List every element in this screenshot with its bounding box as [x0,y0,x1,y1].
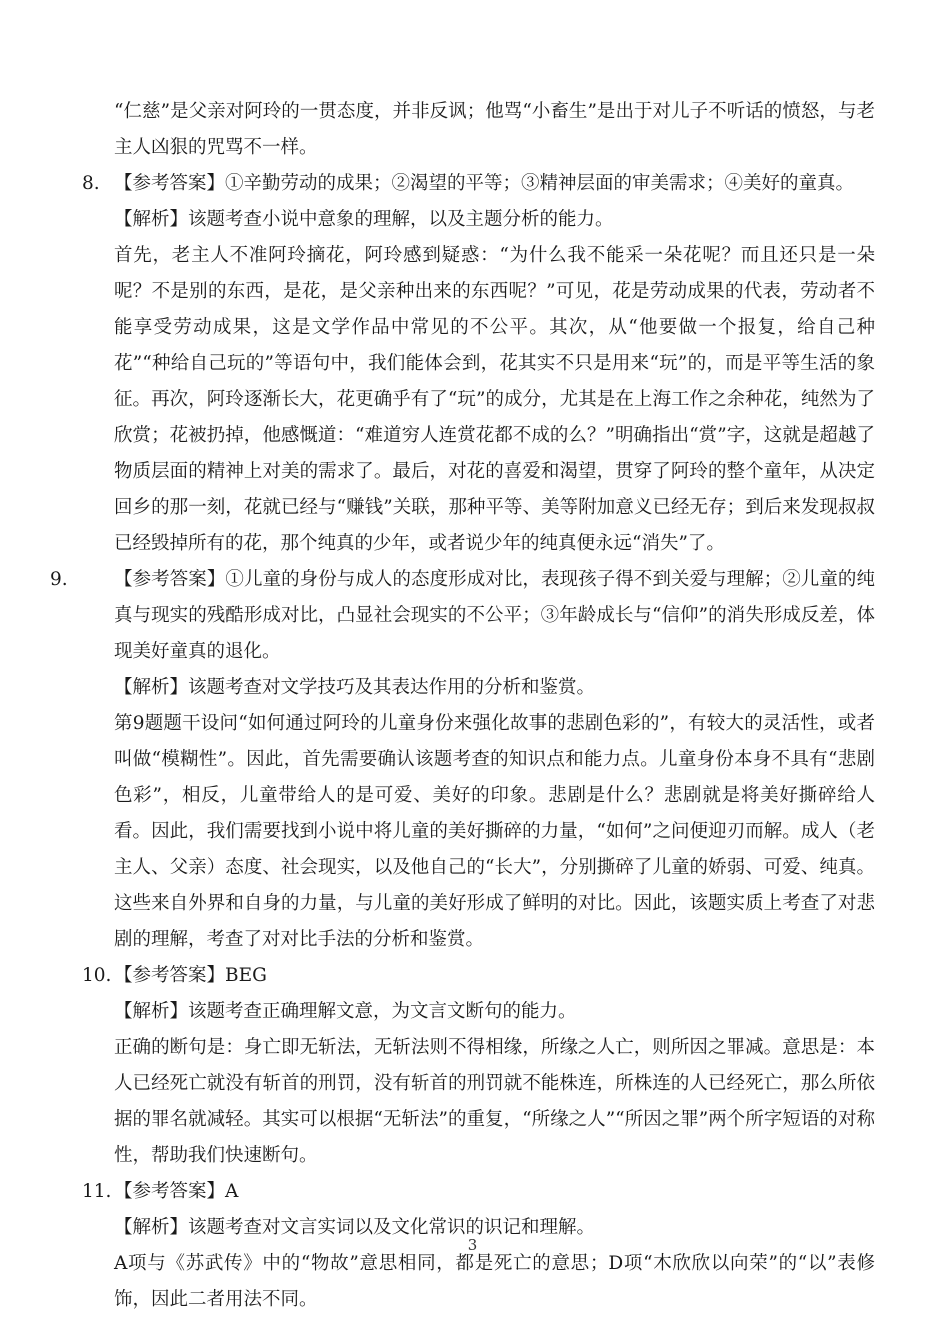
answer-text: 【参考答案】①辛勤劳动的成果；②渴望的平等；③精神层面的审美需求；④美好的童真。 [114,173,855,194]
question-10-analysis: 【解析】该题考查正确理解文意，为文言文断句的能力。 [114,1001,577,1022]
question-9-body: 第9题题干设问“如何通过阿玲的儿童身份来强化故事的悲剧色彩的”，有较大的灵活性，或者叫做“模糊性”。因此，首先需要确认该题考查的知识点和能力点。儿童身份本身不具有“悲剧色彩”，相反，儿童带给人的是可爱、美好的印象。悲剧是什么？悲剧就是将美好撕碎给人看。因此，我们需要找到小说中将儿童的美好撕碎的力量，“如何”之问便迎刃而解。成人（老主人、父亲）态度、社会现实，以及他自己的“长大”，分别撕碎了儿童的娇弱、可爱、纯真。这些来自外界和自身的力量，与儿童的美好形成了鲜明的对比。因此，该题实质上考查了对悲剧的理解，考查了对对比手法的分析和鉴赏。 [114,713,875,950]
question-10-body: 正确的断句是：身亡即无斩法，无斩法则不得相缘，所缘之人亡，则所因之罪减。意思是：本人已经死亡就没有斩首的刑罚，没有斩首的刑罚就不能株连，所株连的人已经死亡，那么所依据的罪名就减轻。其实可以根据“无斩法”的重复，“所缘之人”“所因之罪”两个所字短语的对称性，帮助我们快速断句。 [114,1037,875,1166]
question-8-body: 首先，老主人不准阿玲摘花，阿玲感到疑惑：“为什么我不能采一朵花呢？而且还只是一朵呢？不是别的东西，是花，是父亲种出来的东西呢？”可见，花是劳动成果的代表，劳动者不能享受劳动成果，这是文学作品中常见的不公平。其次，从“他要做一个报复，给自己种花”“种给自己玩的”等语句中，我们能体会到，花其实不只是用来“玩”的，而是平等生活的象征。再次，阿玲逐渐长大，花更确乎有了“玩”的成分，尤其是在上海工作之余种花，纯然为了欣赏；花被扔掉，他感慨道：“难道穷人连赏花都不成的么？”明确指出“赏”字，这就是超越了物质层面的精神上对美的需求了。最后，对花的喜爱和渴望，贯穿了阿玲的整个童年，从决定回乡的那一刻，花就已经与“赚钱”关联，那种平等、美等附加意义已经无存；到后来发现叔叔已经毁掉所有的花，那个纯真的少年，或者说少年的纯真便永远“消失”了。 [114,245,875,554]
question-10-answer [82,958,875,994]
answer-text: 【参考答案】A [114,1181,239,1202]
question-8-answer [82,166,875,202]
question-11-body: A项与《苏武传》中的“物故”意思相同，都是死亡的意思；D项“木欣欣以向荣”的“以”表修饰，因此二者用法不同。 [114,1253,875,1310]
question-number: 8. [82,173,100,194]
question-11-analysis: 【解析】该题考查对文言实词以及文化常识的识记和理解。 [114,1217,596,1238]
page-number: 3 [467,1236,478,1254]
question-8-analysis: 【解析】该题考查小说中意象的理解，以及主题分析的能力。 [114,209,614,230]
question-number: 10. [82,965,112,986]
carryover-paragraph: “仁慈”是父亲对阿玲的一贯态度，并非反讽；他骂“小畜生”是出于对儿子不听话的愤怒，与老主人凶狠的咒骂不一样。 [114,101,875,158]
question-9-answer [50,562,875,670]
answer-text: 【参考答案】①儿童的身份与成人的态度形成对比，表现孩子得不到关爱与理解；②儿童的纯真与现实的残酷形成对比，凸显社会现实的不公平；③年龄成长与“信仰”的消失形成反差，体现美好童真的退化。 [114,569,875,662]
answer-text: 【参考答案】BEG [114,965,267,986]
question-8 [82,166,875,562]
question-9-analysis: 【解析】该题考查对文学技巧及其表达作用的分析和鉴赏。 [114,677,596,698]
question-9 [50,562,875,958]
question-number: 11. [82,1181,112,1202]
question-11-answer [82,1174,875,1210]
question-number: 9. [50,569,68,590]
question-10 [82,958,875,1174]
